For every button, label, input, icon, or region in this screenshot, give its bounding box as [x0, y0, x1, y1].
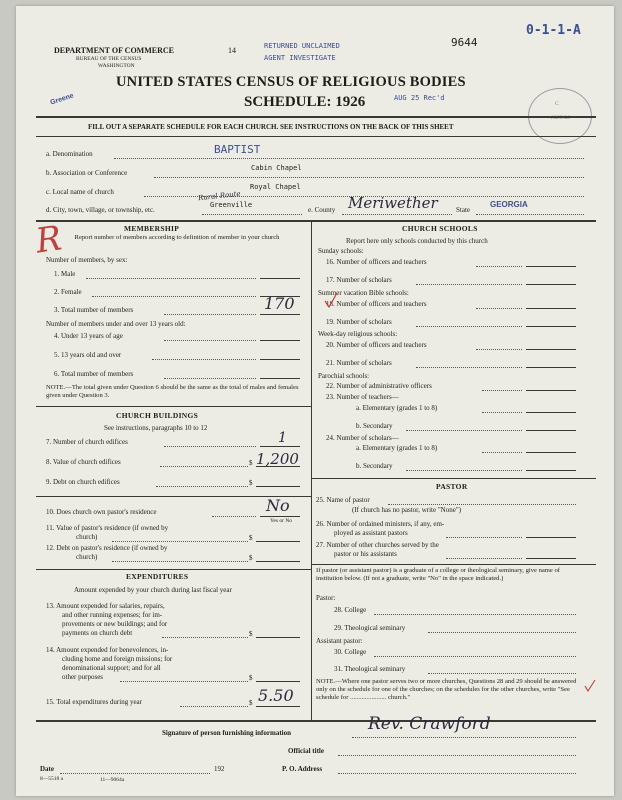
header-rule-top — [36, 116, 596, 118]
q1-leader — [86, 278, 256, 279]
q12-leader — [112, 561, 248, 562]
q14-dollar: $ — [249, 674, 253, 682]
q26-line2: ployed as assistant pastors — [334, 529, 408, 537]
q11-leader — [112, 541, 248, 542]
q21-label: 21. Number of scholars — [326, 359, 392, 367]
q23b-leader — [406, 430, 522, 431]
state-label: State — [456, 206, 470, 214]
received-stamp: AUG 25 Rec'd — [394, 94, 445, 102]
q17-label: 17. Number of scholars — [326, 276, 392, 284]
q11-label-line1: 11. Value of pastor's residence (if owned by — [46, 524, 169, 532]
q27-answer-line — [526, 558, 576, 559]
census-schedule-sheet — [16, 6, 614, 796]
q23b-answer-line — [526, 430, 576, 431]
q6-leader — [164, 378, 256, 379]
q14-answer-line — [256, 681, 300, 682]
q14-line4: other purposes — [62, 673, 104, 681]
q11-answer-line — [256, 541, 300, 542]
q8-leader — [160, 466, 248, 467]
q18-leader — [476, 308, 522, 309]
q14-leader — [120, 681, 248, 682]
q15-value: 5.50 — [258, 686, 294, 705]
q9-dollar: $ — [249, 479, 253, 487]
signature-line — [352, 737, 576, 738]
q1-male-label: 1. Male — [54, 270, 76, 278]
date-year: 192 — [214, 765, 225, 773]
q24a-leader — [482, 452, 522, 453]
q29-label: 29. Theological seminary — [334, 624, 406, 632]
agent-investigate-stamp: AGENT INVESTIGATE — [264, 54, 336, 62]
q7-leader — [164, 446, 256, 447]
q14-line1: 14. Amount expended for benevolences, in- — [46, 646, 169, 654]
q30-line — [374, 656, 576, 657]
q26-line1: 26. Number of ordained ministers, if any, em- — [316, 520, 445, 528]
q7-answer-line — [260, 446, 300, 447]
q23a-label: a. Elementary (grades 1 to 8) — [356, 404, 438, 412]
membership-title: MEMBERSHIP — [124, 224, 180, 233]
schools-title: CHURCH SCHOOLS — [402, 224, 478, 233]
weekday-schools-label: Week-day religious schools: — [318, 330, 398, 338]
q23a-answer-line — [526, 412, 576, 413]
local-name-label: c. Local name of church — [46, 188, 114, 196]
q28-line — [374, 614, 576, 615]
department-label: DEPARTMENT OF COMMERCE — [54, 46, 175, 55]
date-label: Date — [40, 765, 54, 773]
q27-line2: pastor or his assistants — [334, 550, 397, 558]
state-value: GEORGIA — [490, 200, 528, 209]
q20-label: 20. Number of officers and teachers — [326, 341, 427, 349]
local-name-value: Royal Chapel — [250, 183, 301, 191]
q5-over13-label: 5. 13 years old and over — [54, 351, 122, 359]
q24b-answer-line — [526, 470, 576, 471]
date-line — [60, 773, 210, 774]
q12-label-line2: church) — [76, 553, 98, 561]
q26-leader — [446, 537, 522, 538]
q23a-leader — [482, 412, 522, 413]
q11-dollar: $ — [249, 534, 253, 542]
form-title: UNITED STATES CENSUS OF RELIGIOUS BODIES — [116, 74, 466, 90]
q14-line3: denominational support; and for all — [62, 664, 161, 672]
denomination-line — [114, 158, 584, 159]
pastor-note: NOTE.—Where one pastor serves two or more churches, Questions 28 and 29 should be answered only on the schedule for one of the churches; on the schedules for the other churches, write "See schedule for ...................... church." — [316, 678, 577, 701]
county-value: Meriwether — [348, 194, 438, 212]
q23b-label: b. Secondary — [356, 422, 393, 430]
city-line — [202, 214, 302, 215]
city-value: Greenville — [210, 201, 253, 209]
q15-answer-line — [256, 706, 300, 707]
denomination-value: BAPTIST — [214, 143, 261, 156]
po-address-label: P. O. Address — [282, 765, 323, 773]
q19-leader — [416, 326, 522, 327]
q27-leader — [446, 558, 522, 559]
pastor-title: PASTOR — [436, 482, 468, 491]
association-label: b. Association or Conference — [46, 169, 128, 177]
city-town-label: d. City, town, village, or township, etc. — [46, 206, 155, 214]
q5-leader — [152, 359, 256, 360]
q16-leader — [476, 266, 522, 267]
q10-hint: Yes or No — [270, 518, 293, 524]
returned-unclaimed-stamp: RETURNED UNCLAIMED — [264, 42, 340, 50]
q21-leader — [416, 367, 522, 368]
q19-label: 19. Number of scholars — [326, 318, 392, 326]
q7-label: 7. Number of church edifices — [46, 438, 128, 446]
q8-label: 8. Value of church edifices — [46, 458, 121, 466]
q12-label-line1: 12. Debt on pastor's residence (if owned by — [46, 544, 168, 552]
expenditures-rule — [36, 569, 311, 570]
expenditures-title: EXPENDITURES — [126, 572, 189, 581]
official-title-line — [338, 755, 576, 756]
q15-label: 15. Total expenditures during year — [46, 698, 142, 706]
schools-intro: Report here only schools conducted by this church — [346, 237, 488, 245]
q8-dollar: $ — [249, 459, 253, 467]
q13-answer-line — [256, 637, 300, 638]
graduate-note: If pastor (or assistant pastor) is a graduate of a college or theological seminary, give name of institution below. (If not a graduate, write "No" in the space indicated.) — [316, 567, 561, 582]
code-stamp: 0-1-1-A — [526, 23, 581, 38]
city-handwritten-note: Rural Route — [197, 189, 242, 203]
q31-line — [428, 673, 576, 674]
q10-value: No — [266, 496, 290, 515]
q7-value: 1 — [278, 430, 287, 446]
denomination-label: a. Denomination — [46, 150, 93, 158]
q6-answer-line — [260, 378, 300, 379]
q4-leader — [164, 340, 256, 341]
q31-label: 31. Theological seminary — [334, 665, 406, 673]
red-tick-mark — [584, 678, 596, 694]
q22-answer-line — [526, 390, 576, 391]
q9-answer-line — [256, 486, 300, 487]
instruction-line: FILL OUT A SEPARATE SCHEDULE FOR EACH CHURCH. SEE INSTRUCTIONS ON THE BACK OF THIS SHEET — [88, 123, 454, 131]
schedule-title: SCHEDULE: 1926 — [244, 94, 366, 110]
q29-line — [428, 632, 576, 633]
q10-leader — [212, 516, 256, 517]
membership-intro: Report number of members according to definition of member in your church — [74, 234, 280, 241]
q18-answer-line — [526, 308, 576, 309]
members-by-sex-label: Number of members, by sex: — [46, 256, 128, 264]
q16-label: 16. Number of officers and teachers — [326, 258, 427, 266]
q20-leader — [476, 349, 522, 350]
state-mark: Greene — [49, 92, 75, 107]
q13-line2: and other running expenses; for im- — [62, 611, 163, 619]
q17-answer-line — [526, 284, 576, 285]
association-line — [154, 177, 584, 178]
city-label: WASHINGTON — [98, 63, 135, 69]
bureau-label: BUREAU OF THE CENSUS — [76, 56, 142, 62]
q13-dollar: $ — [249, 630, 253, 638]
q2-female-label: 2. Female — [54, 288, 82, 296]
q13-leader — [162, 637, 248, 638]
buildings-rule — [36, 406, 311, 407]
q3-total-value: 170 — [264, 294, 295, 313]
q12-answer-line — [256, 561, 300, 562]
q12-dollar: $ — [249, 554, 253, 562]
q24-label: 24. Number of scholars— — [326, 434, 399, 442]
q17-leader — [416, 284, 522, 285]
q3-answer-line — [260, 314, 300, 315]
signature-label: Signature of person furnishing information — [162, 729, 291, 737]
q24a-label: a. Elementary (grades 1 to 8) — [356, 444, 438, 452]
q11-label-line2: church) — [76, 533, 98, 541]
q3-total-label: 3. Total number of members — [54, 306, 134, 314]
q5-answer-line — [260, 359, 300, 360]
county-line — [342, 214, 452, 215]
q1-answer-line — [260, 278, 300, 279]
red-check-mark — [324, 292, 338, 310]
q10-answer-line — [260, 516, 300, 517]
county-label: e. County — [308, 206, 336, 214]
q16-answer-line — [526, 266, 576, 267]
official-title-label: Official title — [288, 747, 324, 755]
circle-stamp-date: AUG 26 — [551, 115, 570, 121]
serial-number: 9644 — [451, 36, 478, 49]
signature-value: Rev. Crawford — [368, 714, 491, 734]
q9-label: 9. Debt on church edifices — [46, 478, 120, 486]
q22-label: 22. Number of administrative officers — [326, 382, 432, 390]
summer-schools-label: Summer vacation Bible schools: — [318, 289, 409, 297]
q25-line — [388, 504, 576, 505]
q22-leader — [482, 390, 522, 391]
parochial-schools-label: Parochial schools: — [318, 372, 370, 380]
q13-line3: provements or new buildings; and for — [62, 620, 168, 628]
q25-hint: (If church has no pastor, write "None") — [352, 506, 462, 514]
q13-line1: 13. Amount expended for salaries, repairs, — [46, 602, 165, 610]
q18-label: 18. Number of officers and teachers — [326, 300, 427, 308]
q30-label: 30. College — [334, 648, 367, 656]
circle-stamp-letter: C — [555, 101, 559, 107]
pastor-rule — [311, 478, 596, 479]
graduate-rule — [311, 564, 596, 565]
buildings-title: CHURCH BUILDINGS — [116, 411, 199, 420]
q25-label: 25. Name of pastor — [316, 496, 370, 504]
q19-answer-line — [526, 326, 576, 327]
assistant-pastor-label: Assistant pastor: — [316, 637, 363, 645]
q8-value: 1,200 — [256, 450, 299, 468]
q2-leader — [92, 296, 256, 297]
q9-leader — [156, 486, 248, 487]
age-head-label: Number of members under and over 13 years old: — [46, 320, 186, 328]
q24a-answer-line — [526, 452, 576, 453]
q4-under13-label: 4. Under 13 years of age — [54, 332, 123, 340]
association-value: Cabin Chapel — [251, 164, 302, 172]
buildings-subtitle: See instructions, paragraphs 10 to 12 — [104, 424, 208, 432]
q24b-label: b. Secondary — [356, 462, 393, 470]
q23-label: 23. Number of teachers— — [326, 393, 399, 401]
membership-note: NOTE.—The total given under Question 6 should be the same as the total of males and females given under Question 3. — [46, 384, 299, 399]
q4-answer-line — [260, 340, 300, 341]
footer-rule — [36, 720, 596, 722]
q13-line4: payments on church debt — [62, 629, 133, 637]
expenditures-subtitle: Amount expended by your church during last fiscal year — [74, 586, 232, 594]
q26-answer-line — [526, 537, 576, 538]
q6-total-label: 6. Total number of members — [54, 370, 134, 378]
q14-line2: cluding home and foreign missions; for — [62, 655, 173, 663]
form-code: 8—5518 a — [40, 776, 64, 782]
info-rule — [36, 220, 596, 222]
header-rule-bottom — [36, 136, 596, 137]
q10-label: 10. Does church own pastor's residence — [46, 508, 157, 516]
column-divider — [311, 220, 312, 720]
po-address-line — [338, 773, 576, 774]
q28-label: 28. College — [334, 606, 367, 614]
q21-answer-line — [526, 367, 576, 368]
sunday-schools-label: Sunday schools: — [318, 247, 364, 255]
q15-dollar: $ — [249, 699, 253, 707]
state-line — [476, 214, 584, 215]
small-number: 14 — [228, 46, 236, 55]
form-code-2: 11—9064a — [100, 777, 125, 783]
q20-answer-line — [526, 349, 576, 350]
red-margin-mark: R — [33, 218, 65, 262]
q24b-leader — [406, 470, 522, 471]
pastor-label: Pastor: — [316, 594, 336, 602]
q3-leader — [164, 314, 256, 315]
q15-leader — [180, 706, 248, 707]
q27-line1: 27. Number of other churches served by the — [316, 541, 439, 549]
